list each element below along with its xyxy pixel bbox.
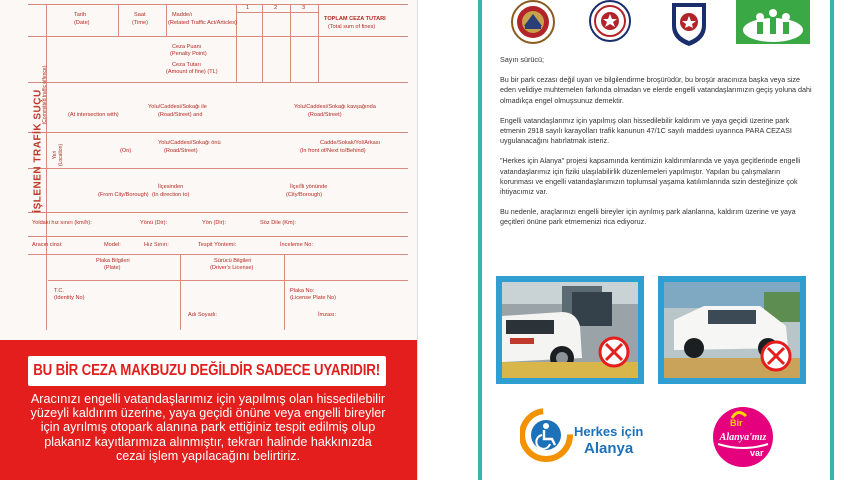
street-behind-label: Cadde/Sokak/Yol/Arkası	[320, 140, 381, 146]
detection-method-label: Tespit Yöntemi:	[198, 242, 237, 248]
inspection-no-label: İnceleme No:	[280, 242, 313, 248]
info-brochure-page	[478, 0, 834, 480]
road-street-label: (Road/Street)	[308, 112, 342, 118]
car-on-tactile-paving-image	[502, 282, 638, 378]
accessibility-association-icon	[736, 0, 810, 44]
vehicle-type-label: Aracın cinsi:	[32, 242, 63, 248]
traffic-ticket-form	[8, 0, 408, 325]
intersection-label-en: (At intersection with)	[68, 112, 119, 118]
plate-no-label: Plaka No:	[290, 288, 315, 294]
fine-amount-label-en: (Amount of fine) (TL)	[166, 69, 218, 75]
plate-no-label-en: (License Plate No)	[290, 295, 337, 301]
var-text: var	[750, 448, 764, 458]
warning-banner	[28, 356, 386, 386]
warning-banner-text: BU BİR CEZA MAKBUZU DEĞİLDİR SADECE UYARIDIR!	[33, 362, 381, 379]
alanyamiz-text: Alanya'mız	[719, 432, 767, 443]
direction-label-1: Yönü (Dir):	[140, 220, 168, 226]
km-label: Söz Dile (Km):	[260, 220, 297, 226]
location-vertical-label: Yeri	[52, 150, 58, 160]
paragraph-4: Bu nedenle, araçlarınızı engelli bireyler için ayrılmış park alanlarına, kaldırım üzerine ve yaya geçitleri önüne park etmemenizi rica ediyoruz.	[500, 207, 796, 227]
tc-label-en: (Identity No)	[54, 295, 85, 301]
plate-owner-label-en: (Plate)	[104, 265, 121, 271]
greeting-text: Sayın sürücü;	[500, 55, 544, 64]
road-front-label-en: (Road/Street)	[164, 148, 198, 154]
date-label-en: (Date)	[74, 20, 90, 26]
total-fine-label-en: (Total sum of fines)	[328, 24, 376, 30]
driver-info-label: Sürücü Bilgileri	[214, 258, 252, 264]
offence-vertical-subtitle: (Committed traffic offence)	[42, 65, 48, 125]
paragraph-3: "Herkes için Alanya" projesi kapsamında kentimizin kaldırımlarında ve yaya geçitlerinde engelli vatandaşlarımız için fiziki ulaşılabilirlik düzenlemeleri yapılmıştır. Yapılan bu çalışmaların korunması ve engelli vatandaşlarımızın toplumsal yaşama katılımlarında sizin desteğinize çok ihtiyacımız var.	[500, 156, 801, 197]
offence-vertical-title: İŞLENEN TRAFİK SUÇU	[32, 89, 44, 213]
traffic-ticket-page	[0, 0, 418, 480]
road-front-label: Yolu/Caddesi/Sokağı önü	[158, 140, 221, 146]
article-label: Madde/ı	[172, 12, 193, 18]
column-3-label: 3	[302, 5, 306, 11]
direction-to-label: (In direction to)	[152, 192, 190, 198]
photo-car-on-pedestrian-crossing	[658, 276, 806, 384]
road-street-and-label: (Road/Street) and	[158, 112, 203, 118]
photo-car-on-tactile-paving	[496, 276, 644, 384]
time-label-en: (Time)	[132, 20, 148, 26]
bir-text: Bir	[730, 418, 743, 428]
plate-owner-label: Plaka Bilgileri	[96, 258, 130, 264]
bir-alanyamiz-var-logo-icon	[710, 404, 776, 470]
logo-row	[482, 0, 830, 50]
fine-amount-label: Ceza Tutarı	[172, 62, 201, 68]
speed-limit-2-label: Hız Sınırı:	[144, 242, 169, 248]
street-behind-label-en: (In front of/Next to/Behind)	[300, 148, 366, 154]
car-on-sidewalk-image	[664, 282, 800, 378]
junction-label: Yolu/Caddesi/Sokağı kavşağında	[294, 104, 376, 110]
city-borough-label: (City/Borough)	[286, 192, 323, 198]
penalty-point-label-en: (Penalty Point)	[170, 51, 207, 57]
speed-limit-label: Yoldaki hız sınırı (km/h):	[32, 220, 92, 226]
total-fine-label: TOPLAM CEZA TUTARI	[324, 16, 386, 22]
penalty-point-label: Ceza Puanı	[172, 44, 202, 50]
herkes-icin-alanya-logo	[520, 408, 650, 462]
traffic-police-shield-icon	[666, 0, 712, 48]
name-label: Adı Soyadı:	[188, 312, 217, 318]
info-letter	[500, 55, 812, 238]
warning-paragraph: Aracınızı engelli vatandaşlarımız için yapılmış olan hissedilebilir yüzeyli kaldırım üzerine, yaya geçidi önüne veya engelli bireyler için ayrılmış otopark alanına park ettiğiniz tespit edilmiş olup plakanız kayıtlarımıza alınmıştır, tekrarı halinde hakkınızda cezai işlem yapılacağını belirtiriz.	[30, 392, 386, 463]
signature-label: İmzası:	[318, 312, 337, 318]
intersection-road-label: Yolu/Caddesi/Sokağı ile	[148, 104, 207, 110]
herkes-icin-text: Herkes için	[574, 424, 644, 439]
date-label: Tarih	[74, 12, 87, 18]
alanya-text: Alanya	[584, 440, 634, 457]
tc-label: T.C.	[54, 288, 64, 294]
district-from-label: İlçesinden	[158, 184, 184, 190]
municipality-seal-icon	[506, 0, 560, 46]
paragraph-2: Engelli vatandaşlarımız için yapılmış olan hissedilebilir kaldırım ve yaya geçidi üzerine park etmenin 2918 sayılı karayolları trafik kanunun 47/1C sayılı maddesi uyarınca PARA CEZASI uygulanacağını hatırlatmak isteriz.	[500, 115, 792, 146]
from-city-label: (From City/Borough)	[98, 192, 149, 198]
time-label: Saat	[134, 12, 146, 18]
on-label: (On)	[120, 148, 132, 154]
bir-alanyamiz-var-logo	[710, 404, 776, 470]
direction-label-2: Yön (Dir):	[202, 220, 226, 226]
location-vertical-label-en: (Location)	[58, 143, 64, 167]
model-label: Model:	[104, 242, 121, 248]
paragraph-1: Bu bir park cezası değil uyarı ve bilgilendirme broşürüdür, bu broşür aracınıza başka veya size eden velidiye muhtemelen farkında olmadan ve elerde engelli vatandaşlarımızın geçiş yoluna dahi olmadıkça engel olmuşsunuz demektir.	[500, 75, 812, 105]
article-label-en: (Related Traffic Act/Articles)	[168, 20, 237, 26]
police-seal-icon	[586, 0, 634, 46]
district-direction-label: İlçe/İli yönünde	[290, 184, 328, 190]
driver-info-label-en: (Driver's License)	[210, 265, 254, 271]
column-1-label: 1	[246, 5, 250, 11]
herkes-icin-alanya-logo-icon	[520, 408, 650, 462]
column-2-label: 2	[274, 5, 278, 11]
